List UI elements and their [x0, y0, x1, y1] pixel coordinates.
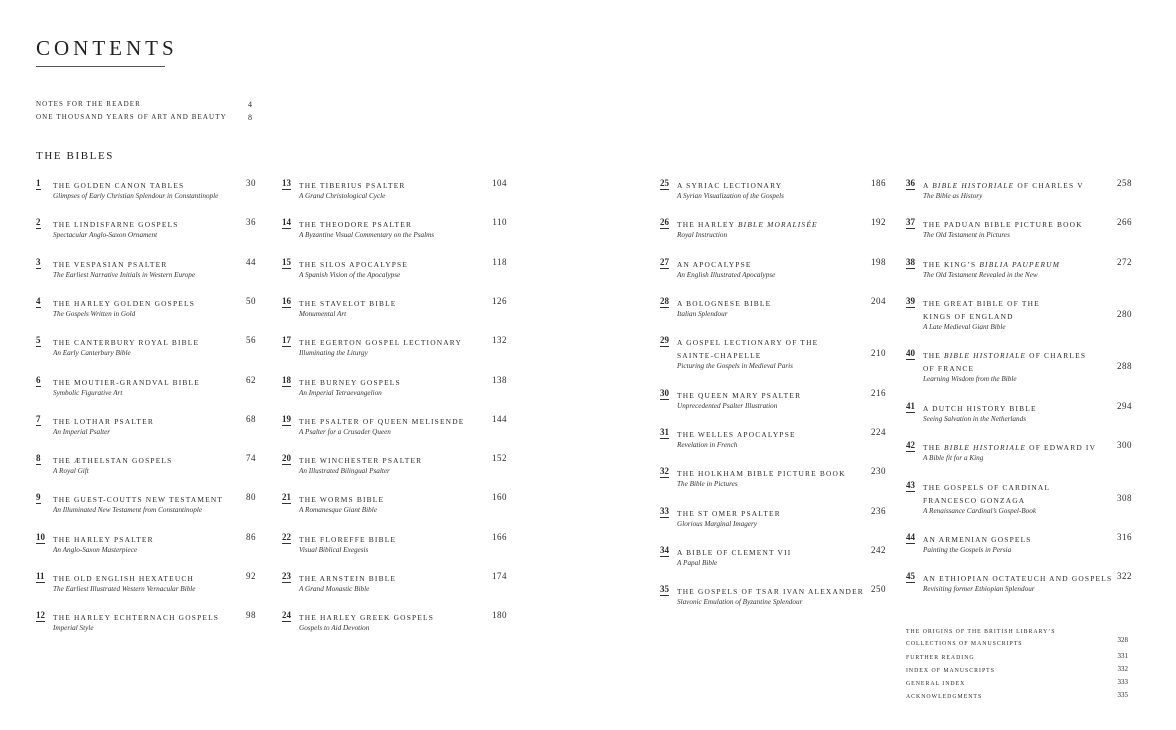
entry-subtitle: A Royal Gift — [53, 467, 89, 476]
entry-number: 17 — [282, 335, 291, 346]
entry-page: 36 — [246, 217, 256, 228]
entry-title: THE HOLKHAM BIBLE PICTURE BOOK — [677, 469, 846, 479]
entry-number: 35 — [660, 584, 669, 595]
entry-number: 30 — [660, 387, 669, 398]
entry-title: THE KING’S BIBLIA PAUPERUM — [923, 259, 1061, 269]
entry-subtitle: The Gospels Written in Gold — [53, 309, 136, 318]
entry-page: 138 — [492, 374, 507, 385]
entry-number: 37 — [906, 217, 915, 228]
entry-title: THE WELLES APOCALYPSE — [677, 430, 796, 439]
entry-title: THE BURNEY GOSPELS — [299, 377, 401, 387]
entry-title: THE HARLEY ECHTERNACH GOSPELS — [53, 613, 220, 623]
entry-number: 42 — [906, 440, 915, 451]
entry-number: 6 — [36, 374, 41, 385]
entry-subtitle: An Imperial Tetraevangelion — [299, 388, 382, 397]
entry-number: 45 — [906, 571, 915, 582]
entry-page: 62 — [246, 374, 256, 385]
entry-subtitle: Learning Wisdom from the Bible — [923, 375, 1017, 384]
entry-subtitle: The Old Testament Revealed in the New — [923, 270, 1038, 279]
entry-title: THE PSALTER OF QUEEN MELISENDE — [299, 416, 465, 426]
entry-number: 7 — [36, 413, 41, 424]
back-matter-title: THE ORIGINS OF THE BRITISH LIBRARY’S — [906, 629, 1056, 635]
entry-page: 236 — [871, 505, 886, 516]
entry-subtitle: A Late Medieval Giant Bible — [923, 322, 1006, 331]
entry-title-italic: BIBLIA PAUPERUM — [979, 259, 1061, 269]
entry-page: 174 — [492, 571, 507, 581]
entry-title-continued: SAINTE-CHAPELLE — [677, 351, 762, 361]
entry-page: 132 — [492, 335, 507, 346]
entry-number: 19 — [282, 413, 291, 424]
entry-subtitle: Symbolic Figurative Art — [53, 388, 123, 397]
entry-page: 272 — [1117, 256, 1132, 267]
entry-number: 9 — [36, 492, 41, 503]
entry-page: 308 — [1117, 492, 1132, 503]
entry-page: 86 — [246, 531, 256, 542]
entry-page: 80 — [246, 492, 256, 503]
entry-page: 56 — [246, 335, 256, 346]
entry-number: 44 — [906, 532, 915, 542]
entry-page: 300 — [1117, 440, 1132, 451]
entry-page: 322 — [1117, 571, 1132, 582]
entry-number: 31 — [660, 427, 669, 437]
entry-title: THE SILOS APOCALYPSE — [299, 259, 409, 269]
entry-number: 33 — [660, 505, 669, 516]
entry-subtitle: An Illustrated Bilingual Psalter — [299, 467, 390, 476]
entry-subtitle: A Spanish Vision of the Apocalypse — [299, 270, 401, 279]
entry-number: 40 — [906, 348, 915, 359]
entry-title: THE WORMS BIBLE — [299, 495, 385, 505]
entry-title: THE GREAT BIBLE OF THE — [923, 298, 1040, 308]
entry-page: 74 — [246, 453, 256, 464]
entry-page: 258 — [1117, 178, 1132, 188]
entry-page: 180 — [492, 610, 507, 621]
entry-number: 15 — [282, 256, 291, 267]
entry-number: 8 — [36, 453, 41, 464]
front-matter-title: ONE THOUSAND YEARS OF ART AND BEAUTY — [36, 113, 227, 121]
entry-number: 2 — [36, 217, 41, 228]
entry-title: THE GOLDEN CANON TABLES — [53, 181, 185, 190]
entry-title-italic: BIBLE HISTORIALE — [944, 351, 1027, 361]
entry-title: THE MOUTIER-GRANDVAL BIBLE — [53, 377, 200, 387]
title-rule — [36, 66, 165, 67]
back-matter-title-continued: COLLECTIONS OF MANUSCRIPTS — [906, 641, 1023, 647]
entry-number: 16 — [282, 295, 291, 306]
entry-page: 294 — [1117, 400, 1132, 411]
entry-subtitle: The Earliest Illustrated Western Vernacular Bible — [53, 585, 196, 593]
entry-number: 29 — [660, 335, 669, 346]
back-matter-title: FURTHER READING — [906, 655, 975, 661]
entry-number: 23 — [282, 571, 291, 581]
entry-subtitle: Royal Instruction — [677, 231, 728, 240]
entry-title: THE OLD ENGLISH HEXATEUCH — [53, 574, 195, 583]
entry-subtitle: Monumental Art — [299, 309, 347, 318]
entry-title: A BIBLE HISTORIALE OF CHARLES V — [923, 181, 1084, 190]
entry-title: THE THEODORE PSALTER — [299, 220, 413, 230]
entry-subtitle: The Bible as History — [923, 192, 983, 200]
entry-subtitle: Slavonic Emulation of Byzantine Splendour — [677, 598, 803, 607]
entry-subtitle: Gospels to Aid Devotion — [299, 624, 370, 633]
entry-page: 68 — [246, 413, 256, 424]
entry-page: 266 — [1117, 217, 1132, 228]
entry-number: 5 — [36, 335, 41, 346]
entry-subtitle: Revelation in French — [677, 441, 738, 449]
entry-number: 39 — [906, 295, 915, 306]
entry-title: THE HARLEY GOLDEN GOSPELS — [53, 298, 196, 308]
entry-page: 44 — [246, 256, 256, 267]
entry-subtitle: Spectacular Anglo-Saxon Ornament — [53, 231, 158, 240]
entry-number: 13 — [282, 178, 291, 188]
entry-title-italic: BIBLE HISTORIALE — [944, 443, 1027, 453]
entry-number: 38 — [906, 256, 915, 267]
entry-number: 24 — [282, 610, 291, 621]
entry-subtitle: A Grand Monastic Bible — [299, 585, 370, 593]
entry-title: THE BIBLE HISTORIALE OF CHARLES — [923, 351, 1087, 361]
entry-subtitle: The Earliest Narrative Initials in Western Europe — [53, 270, 196, 279]
entry-subtitle: Seeing Salvation in the Netherlands — [923, 414, 1027, 423]
entry-page: 144 — [492, 413, 507, 424]
entry-subtitle: A Psalter for a Crusader Queen — [299, 427, 391, 436]
entry-title: A DUTCH HISTORY BIBLE — [923, 403, 1037, 413]
entry-title: A SYRIAC LECTIONARY — [677, 181, 783, 190]
entry-subtitle: Imperial Style — [53, 624, 94, 633]
back-matter-page: 335 — [1117, 691, 1128, 699]
entry-subtitle: Revisiting former Ethiopian Splendour — [923, 585, 1035, 594]
entry-subtitle: A Bible fit for a King — [923, 454, 984, 463]
entry-title: THE ÆTHELSTAN GOSPELS — [53, 456, 173, 466]
entry-subtitle: A Byzantine Visual Commentary on the Psalms — [299, 231, 435, 240]
entry-subtitle: Italian Splendour — [677, 309, 728, 318]
entry-page: 186 — [871, 178, 886, 188]
entry-subtitle: Glorious Marginal Imagery — [677, 519, 757, 528]
entry-title-italic: BIBLE HISTORIALE — [932, 181, 1015, 190]
entry-number: 11 — [36, 571, 45, 581]
entry-title-continued: FRANCESCO GONZAGA — [923, 495, 1026, 505]
entry-number: 12 — [36, 610, 45, 621]
entry-title: THE BIBLE HISTORIALE OF EDWARD IV — [923, 443, 1097, 453]
section-heading: THE BIBLES — [36, 150, 115, 162]
entry-page: 30 — [246, 178, 256, 188]
front-matter-title: NOTES FOR THE READER — [36, 100, 141, 108]
entry-page: 166 — [492, 531, 507, 542]
entry-title-italic: BIBLE MORALISÉE — [737, 220, 818, 230]
page-title: CONTENTS — [36, 36, 178, 60]
entry-subtitle: Visual Biblical Exegesis — [299, 545, 369, 554]
entry-title: THE STAVELOT BIBLE — [299, 298, 397, 308]
entry-number: 1 — [36, 178, 41, 188]
entry-title: THE LOTHAR PSALTER — [53, 416, 154, 426]
entry-number: 18 — [282, 374, 291, 385]
entry-number: 27 — [660, 256, 669, 267]
entry-subtitle: Unprecedented Psalter Illustration — [677, 401, 778, 410]
entry-subtitle: A Syrian Visualization of the Gospels — [677, 192, 784, 200]
entry-number: 20 — [282, 453, 291, 464]
back-matter-page: 333 — [1117, 678, 1128, 686]
entry-title: THE HARLEY PSALTER — [53, 534, 154, 544]
entry-title: A BIBLE OF CLEMENT VII — [677, 547, 792, 557]
entry-title: THE QUEEN MARY PSALTER — [677, 390, 802, 400]
entry-number: 3 — [36, 256, 41, 267]
entry-page: 104 — [492, 178, 507, 188]
entry-subtitle: An Anglo-Saxon Masterpiece — [53, 545, 138, 554]
entry-number: 4 — [36, 295, 41, 306]
entry-title: THE GOSPELS OF TSAR IVAN ALEXANDER — [677, 587, 864, 597]
entry-title: THE HARLEY GREEK GOSPELS — [299, 613, 435, 623]
entry-title: THE TIBERIUS PSALTER — [299, 181, 406, 190]
entry-subtitle: A Papal Bible — [677, 558, 718, 567]
entry-number: 25 — [660, 178, 669, 188]
entry-page: 126 — [492, 295, 507, 306]
back-matter-title: INDEX OF MANUSCRIPTS — [906, 668, 995, 674]
entry-subtitle: A Grand Christological Cycle — [299, 192, 386, 200]
entry-title: THE HARLEY BIBLE MORALISÉE — [677, 220, 818, 230]
entry-page: 192 — [871, 217, 886, 228]
entry-subtitle: The Bible in Pictures — [677, 480, 738, 489]
entry-page: 242 — [871, 544, 886, 555]
entry-page: 160 — [492, 492, 507, 503]
entry-number: 43 — [906, 479, 915, 490]
entry-subtitle: Illuminating the Liturgy — [299, 349, 368, 358]
entry-title: A BOLOGNESE BIBLE — [677, 298, 772, 308]
entry-number: 28 — [660, 295, 669, 306]
entry-page: 50 — [246, 295, 256, 306]
entry-number: 10 — [36, 531, 45, 542]
entry-page: 198 — [871, 256, 886, 267]
front-matter-page: 8 — [248, 113, 252, 122]
entry-number: 21 — [282, 492, 291, 503]
entry-page: 288 — [1117, 361, 1132, 372]
entry-title: A GOSPEL LECTIONARY OF THE — [677, 338, 819, 348]
entry-page: 98 — [246, 610, 256, 621]
entry-subtitle: A Renaissance Cardinal’s Gospel-Book — [923, 506, 1037, 515]
entry-title: THE CANTERBURY ROYAL BIBLE — [53, 338, 200, 348]
back-matter-title: GENERAL INDEX — [906, 681, 966, 687]
entry-page: 152 — [492, 453, 507, 464]
entry-number: 32 — [660, 466, 669, 477]
front-matter-page: 4 — [248, 100, 252, 109]
entry-title: THE ST OMER PSALTER — [677, 508, 781, 518]
back-matter-title: ACKNOWLEDGMENTS — [906, 694, 983, 700]
entry-page: 316 — [1117, 532, 1132, 542]
entry-page: 250 — [871, 584, 886, 595]
back-matter-page: 332 — [1117, 665, 1128, 673]
entry-page: 224 — [871, 427, 886, 437]
entry-title: THE VESPASIAN PSALTER — [53, 259, 168, 269]
entry-subtitle: An Illuminated New Testament from Constantinople — [53, 506, 203, 515]
entry-title: AN ETHIOPIAN OCTATEUCH AND GOSPELS — [923, 574, 1113, 584]
entry-title: THE GUEST-COUTTS NEW TESTAMENT — [53, 495, 224, 505]
entry-page: 118 — [492, 256, 507, 267]
entry-page: 210 — [871, 348, 886, 359]
entry-subtitle: Picturing the Gospels in Medieval Paris — [677, 362, 793, 371]
entry-number: 22 — [282, 531, 291, 542]
entry-title: THE FLOREFFE BIBLE — [299, 534, 397, 544]
entry-title: THE ARNSTEIN BIBLE — [299, 574, 397, 583]
entry-title: THE EGERTON GOSPEL LECTIONARY — [299, 338, 463, 348]
entry-number: 14 — [282, 217, 291, 228]
entry-subtitle: Painting the Gospels in Persia — [923, 546, 1012, 554]
entry-subtitle: The Old Testament in Pictures — [923, 231, 1010, 240]
entry-page: 280 — [1117, 308, 1132, 319]
entry-title: AN ARMENIAN GOSPELS — [923, 535, 1032, 544]
entry-number: 26 — [660, 217, 669, 228]
entry-page: 216 — [871, 387, 886, 398]
entry-subtitle: A Romanesque Giant Bible — [299, 506, 377, 515]
entry-title: THE WINCHESTER PSALTER — [299, 456, 423, 466]
entry-number: 36 — [906, 178, 915, 188]
entry-title: THE GOSPELS OF CARDINAL — [923, 482, 1051, 492]
back-matter-page: 331 — [1117, 652, 1128, 660]
entry-subtitle: An Early Canterbury Bible — [53, 349, 131, 358]
entry-page: 110 — [492, 217, 507, 228]
entry-title-continued: KINGS OF ENGLAND — [923, 311, 1014, 321]
entry-title-continued: OF FRANCE — [923, 364, 975, 374]
entry-subtitle: An English Illustrated Apocalypse — [677, 270, 776, 279]
entry-title: THE LINDISFARNE GOSPELS — [53, 220, 179, 230]
entry-number: 41 — [906, 400, 915, 411]
entry-page: 92 — [246, 571, 256, 581]
back-matter-page: 328 — [1117, 636, 1128, 644]
entry-subtitle: An Imperial Psalter — [53, 427, 111, 436]
entry-number: 34 — [660, 544, 669, 555]
entry-title: AN APOCALYPSE — [677, 259, 752, 269]
entry-subtitle: Glimpses of Early Christian Splendour in Constantinople — [53, 192, 219, 200]
entry-page: 230 — [871, 466, 886, 477]
entry-title: THE PADUAN BIBLE PICTURE BOOK — [923, 220, 1083, 230]
entry-page: 204 — [871, 295, 886, 306]
